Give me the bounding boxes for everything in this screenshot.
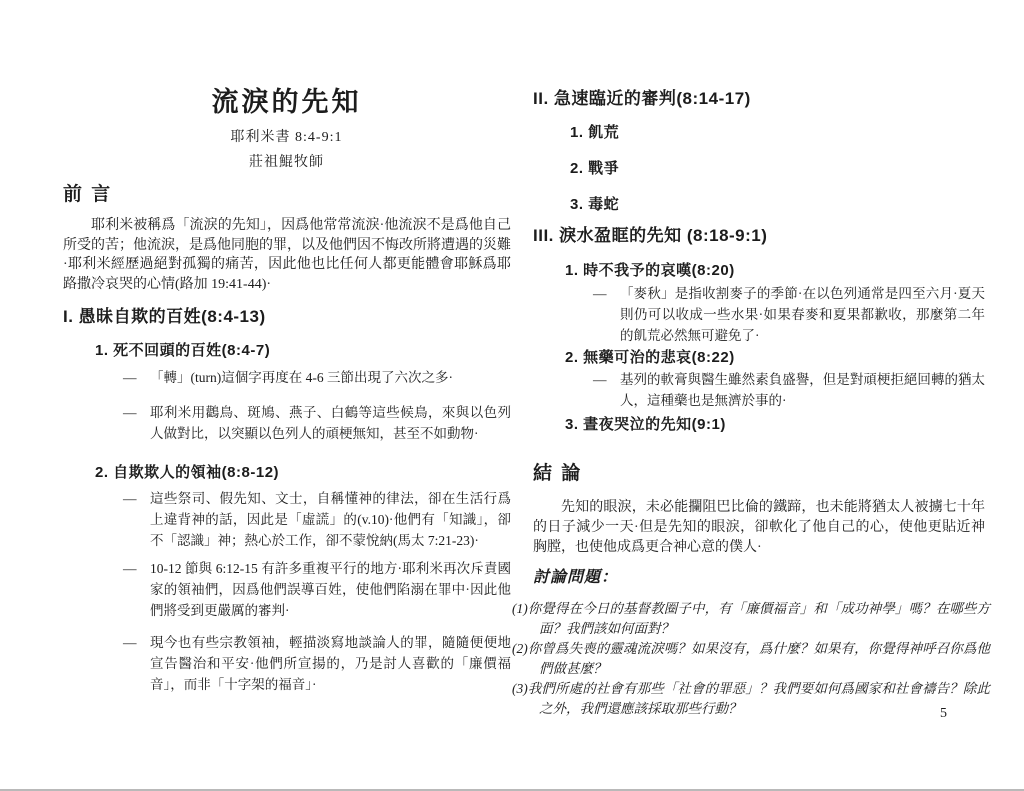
subsection-1-1-heading: 1. 死不回頭的百姓(8:4-7) [95,342,271,359]
discussion-question-1: (1)你覺得在今日的基督教圈子中，有「廉價福音」和「成功神學」嗎？在哪些方面？我們該如何面對？ [512,601,990,636]
bullet-dash: — [123,491,137,506]
author-name: 莊祖鯤牧師 [249,155,324,170]
bullet-dash: — [123,405,137,420]
section-2-heading: II. 急速臨近的審判(8:14-17) [533,89,751,108]
subsection-3-2-heading: 2. 無藥可治的悲哀(8:22) [565,349,735,366]
bullet-text: 這些祭司、假先知、文士，自稱懂神的律法，卻在生活行爲上違背神的話，因此是「虛謊」的(v.10)·他們有「知識」，卻不「認識」神；熱心於工作，卻不蒙悅納(馬太 7:21-23)· [150,491,511,548]
bullet-item [123,632,511,695]
discussion-question-3: (3)我們所處的社會有那些「社會的罪惡」？我們要如何爲國家和社會禱告？除此之外，我們還應該採取那些行動？ [512,681,990,716]
bullet-item [123,488,511,551]
bullet-item [593,283,985,346]
list-item-famine: 1. 飢荒 [570,124,620,141]
bullet-dash: — [123,561,137,576]
bullet-text: 「轉」(turn)這個字再度在 4-6 三節出現了六次之多· [150,370,453,385]
preface-paragraph: 耶利米被稱爲「流淚的先知」，因爲他常常流淚·他流淚不是爲他自己所受的苦；他流淚，是爲他同胞的罪，以及他們因不悔改所將遭遇的災難·耶利米經歷過絕對孤獨的痛苦，因此他也比任何人都更能體會耶穌爲耶路撒冷哀哭的心情(路加 19:41-44)· [63,218,511,292]
conclusion-paragraph: 先知的眼淚，未必能攔阻巴比倫的鐵蹄，也未能將猶太人被擄七十年的日子減少一天·但是先知的眼淚，卻軟化了他自己的心，使他更貼近神胸膛，也使他成爲更合神心意的僕人· [533,500,985,555]
bullet-dash: — [123,370,137,385]
subsection-3-1-heading: 1. 時不我予的哀嘆(8:20) [565,262,735,279]
discussion-heading: 討論問題： [533,569,619,586]
bullet-dash: — [593,286,607,301]
bullet-dash: — [593,372,607,387]
document-title: 流淚的先知 [211,87,362,117]
discussion-questions [512,599,990,719]
bullet-item [593,369,985,411]
scripture-reference: 耶利米書 8:4-9:1 [230,130,343,145]
bullet-text: 耶利米用鸛鳥、斑鳩、燕子、白鶴等這些候鳥，來與以色列人做對比，以突顯以色列人的頑梗無知，甚至不如動物· [150,405,511,441]
section-3-heading: III. 淚水盈眶的先知 (8:18-9:1) [533,226,768,245]
bullet-text: 「麥秋」是指收割麥子的季節·在以色列通常是四至六月·夏天則仍可以收成一些水果·如果春麥和夏果都歉收，那麼第二年的飢荒必然無可避免了· [620,286,985,343]
preface-heading: 前 言 [63,184,113,205]
page-number: 5 [940,706,947,721]
bullet-dash: — [123,635,137,650]
bullet-text: 基列的軟膏與醫生雖然素負盛譽，但是對頑梗拒絕回轉的猶太人，這種藥也是無濟於事的· [620,372,985,408]
section-1-heading: I. 愚昧自欺的百姓(8:4-13) [63,307,266,326]
subsection-3-3-heading: 3. 晝夜哭泣的先知(9:1) [565,416,726,433]
conclusion-heading: 結 論 [533,463,583,484]
subsection-1-2-heading: 2. 自欺欺人的領袖(8:8-12) [95,464,280,481]
bullet-item [123,558,511,621]
bullet-item [123,402,511,444]
bullet-text: 10-12 節與 6:12-15 有許多重複平行的地方·耶利米再次斥責國家的領袖們，因爲他們誤導百姓，使他們陷溺在罪中·因此他們將受到更嚴厲的審判· [150,561,511,618]
bullet-item [123,367,511,388]
list-item-serpent: 3. 毒蛇 [570,196,620,213]
list-item-war: 2. 戰爭 [570,160,620,177]
discussion-question-2: (2)你曾爲失喪的靈魂流淚嗎？如果沒有，爲什麼？如果有，你覺得神呼召你爲他們做甚麼？ [512,641,990,676]
bullet-text: 現今也有些宗教領袖，輕描淡寫地談論人的罪，隨隨便便地宣告醫治和平安·他們所宣揚的，乃是討人喜歡的「廉價福音」，而非「十字架的福音」· [150,635,511,692]
